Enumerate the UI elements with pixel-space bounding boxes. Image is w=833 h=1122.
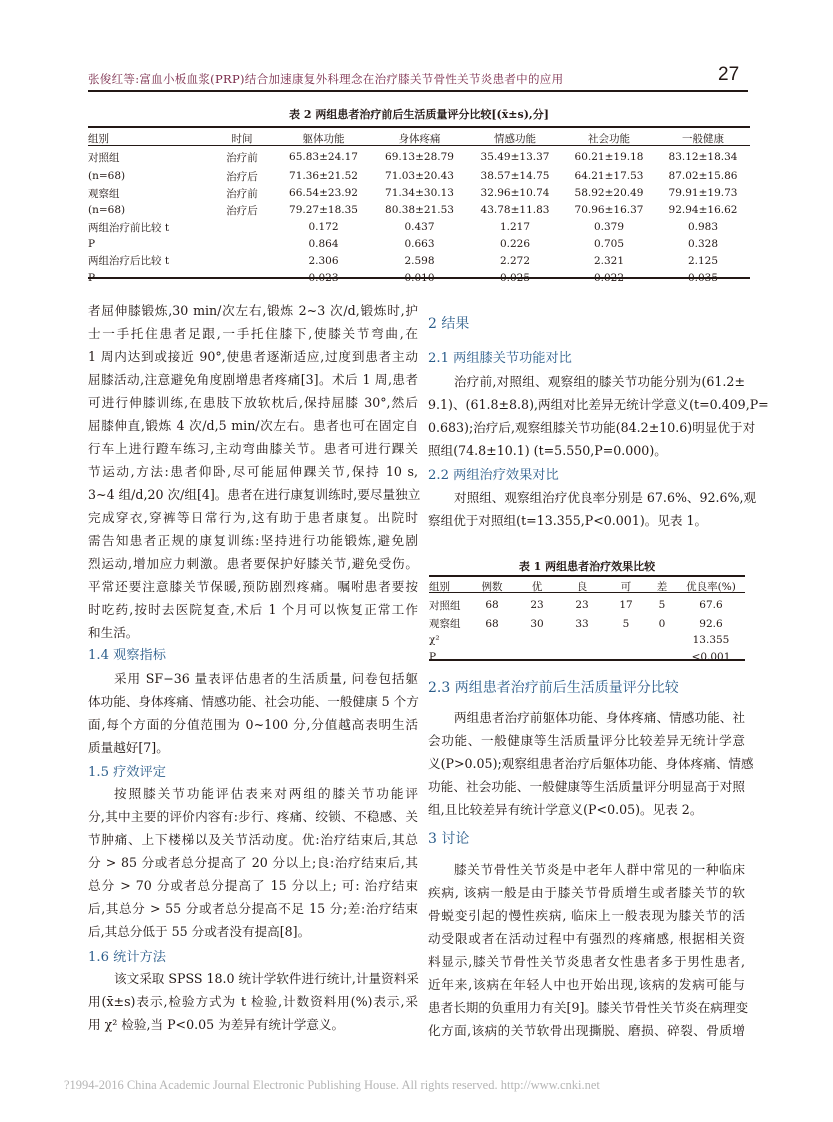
table-cell: 70.96±16.37: [574, 204, 644, 217]
text-line: 该文采取 SPSS 18.0 统计学软件进行统计,计量资料采: [114, 971, 419, 986]
column-header: 差: [656, 580, 668, 593]
text-line: 体功能、身体疼痛、情感功能、社会功能、一般健康 5 个方: [88, 694, 419, 709]
table-cell: 71.34±30.13: [385, 187, 454, 200]
text-line: 照组(74.8±10.1) (t=5.550,P=0.000)。: [428, 443, 667, 458]
table-cell: [208, 252, 276, 269]
table-row: [88, 219, 750, 236]
table-cell: 0.983: [687, 221, 719, 233]
text-line: 质量越好[7]。: [88, 740, 169, 755]
table-cell: 0.226: [499, 237, 531, 250]
column-header: 可: [620, 580, 632, 593]
table-cell: 38.57±14.75: [480, 170, 550, 183]
table-cell: P: [88, 237, 96, 250]
text-line: 察组优于对照组(t=13.355,P<0.001)。见表 1。: [428, 513, 708, 528]
text-line: 化方面,该病的关节软骨出现撕脱、磨损、碎裂、骨质增: [428, 1023, 745, 1038]
text-line: 料显示,膝关节骨性关节炎患者女性患者多于男性患者,: [428, 954, 745, 969]
text-line: 患者长期的负重用力有关[9]。膝关节骨性关节炎在病理变: [428, 1000, 749, 1015]
table-row: [88, 147, 750, 168]
table-cell: 0.328: [687, 237, 719, 250]
column-header: 组别: [88, 132, 109, 145]
text-line: 对照组、观察组治疗优良率分别是 67.6%、92.6%,观: [454, 490, 757, 505]
paragraph-2-1: [428, 370, 769, 462]
table-cell: 5: [658, 599, 666, 611]
table-cell: 观察组: [88, 187, 120, 200]
table-row: [429, 649, 745, 666]
table-cell: 0.023: [308, 271, 339, 284]
table-cell: 13.355: [692, 634, 730, 647]
table-cell: 64.21±17.53: [574, 170, 644, 183]
table-row: [88, 235, 750, 252]
table-cell: 69.13±28.79: [385, 151, 454, 164]
text-line: 按照膝关节功能评估表来对两组的膝关节功能评: [114, 786, 418, 801]
table-cell: 观察组: [429, 618, 461, 631]
table-cell: 68: [485, 599, 499, 611]
paragraph-3: [428, 858, 749, 1042]
text-line: 士一手托住患者足跟,一手托住膝下,使膝关节弯曲,在: [88, 326, 418, 341]
text-line: 膝关节骨性关节炎是中老年人群中常见的一种临床: [454, 862, 745, 877]
table-cell: 对照组: [88, 151, 120, 164]
table-cell: 0.010: [404, 271, 435, 284]
table-row: [88, 202, 750, 219]
text-line: 动受限或者在活动过程中有强烈的疼痛感, 根据相关资: [428, 931, 745, 946]
table-cell: [208, 235, 276, 252]
table-cell: 79.91±19.73: [668, 187, 738, 200]
text-line: 0.683);治疗后,观察组膝关节功能(84.2±10.6)明显优于对: [428, 420, 756, 435]
table-cell: 60.21±19.18: [574, 151, 644, 164]
column-header: 优良率(%): [686, 580, 736, 593]
table-cell: 0.437: [404, 221, 435, 233]
table-cell: 0: [658, 617, 666, 630]
table-cell: 43.78±11.83: [480, 204, 550, 217]
table-cell: 0.864: [308, 237, 339, 250]
table1: [429, 578, 745, 665]
table-cell: 5: [622, 617, 630, 630]
table-cell: [208, 269, 276, 286]
paragraph-2-2: [428, 486, 757, 532]
table-cell: 治疗后: [226, 204, 258, 217]
text-line: 总分 > 70 分或者总分提高了 15 分以上; 可: 治疗结束: [88, 878, 418, 893]
paragraph-rehab: [88, 299, 421, 644]
table-cell: [605, 632, 647, 649]
table-cell: <0.001: [691, 650, 731, 663]
table-header-row: [88, 130, 750, 147]
column-header: 时间: [231, 132, 253, 145]
table-cell: 治疗后: [226, 170, 258, 183]
paragraph-1-5: [88, 782, 418, 943]
table-cell: 对照组: [429, 599, 461, 612]
table-cell: [647, 649, 677, 666]
table-cell: 0.022: [593, 271, 625, 284]
copyright-footer: ?1994-2016 China Academic Journal Electronic Publishing House. All rights reserved. http://www.cnki.net: [64, 1078, 600, 1092]
table-row: [429, 632, 745, 649]
heading-1-4: 1.4 观察指标: [88, 648, 166, 663]
heading-3: 3 讨论: [428, 831, 470, 847]
text-line: 3~4 组/d,20 次/组[4]。患者在进行康复训练时,要尽量独立: [88, 487, 421, 502]
text-line: 两组患者治疗前躯体功能、身体疼痛、情感功能、社: [454, 710, 745, 725]
table-cell: χ²: [429, 634, 440, 647]
table-cell: 33: [575, 617, 589, 630]
table-cell: 66.54±23.92: [289, 187, 358, 200]
table-cell: 87.02±15.86: [668, 170, 738, 183]
text-line: 节运动,方法:患者仰卧,尽可能屈伸踝关节,保持 10 s,: [88, 464, 418, 479]
header-rule: [88, 90, 748, 92]
column-header: 身体疼痛: [398, 132, 441, 145]
table-cell: 23: [575, 599, 589, 611]
table-row: [88, 185, 750, 202]
table-cell: 0.663: [404, 237, 435, 250]
column-header: 良: [576, 580, 588, 593]
table-cell: P: [429, 650, 437, 663]
table-cell: [208, 219, 276, 236]
table-cell: [469, 649, 515, 666]
table-cell: 0.035: [687, 271, 719, 284]
paragraph-2-3: [428, 706, 754, 821]
text-line: 组,且比较差异有统计学意义(P<0.05)。见表 2。: [428, 802, 703, 817]
table-cell: 80.38±21.53: [385, 204, 454, 217]
text-line: 治疗前,对照组、观察组的膝关节功能分别为(61.2±: [454, 374, 745, 389]
table-cell: P: [88, 271, 96, 284]
table2-top-rule: [88, 126, 750, 128]
table-row: [88, 269, 750, 286]
table-cell: (n=68): [88, 204, 126, 217]
column-header: 组别: [429, 580, 450, 593]
table-cell: 2.272: [499, 254, 531, 267]
table-cell: 0.172: [308, 221, 339, 233]
text-line: 完成穿衣,穿裤等日常行为,这有助于患者康复。出院时: [88, 510, 418, 525]
table-cell: 71.36±21.52: [289, 170, 358, 183]
text-line: 义(P>0.05);观察组患者治疗后躯体功能、身体疼痛、情感: [428, 756, 754, 771]
text-line: 骨蜕变引起的慢性疾病, 临床上一般表现为膝关节的活: [428, 908, 745, 923]
table-cell: 0.379: [593, 221, 625, 233]
text-line: 平常还要注意膝关节保暖,预防剧烈疼痛。嘱咐患者要按: [88, 579, 418, 594]
table-cell: (n=68): [88, 170, 126, 183]
table-cell: 2.321: [593, 254, 625, 267]
table-cell: 68: [485, 617, 499, 630]
text-line: 1 周内达到或接近 90°,使患者逐渐适应,过度到患者主动: [88, 349, 418, 364]
table-header-row: [429, 578, 745, 595]
text-line: 和生活。: [88, 625, 139, 640]
table-cell: 35.49±13.37: [480, 151, 550, 164]
column-header: 社会功能: [588, 132, 630, 145]
text-line: 需告知患者正规的康复训练:坚持进行功能锻炼,避免剧: [88, 533, 418, 548]
table-row: [88, 168, 750, 185]
page-number: 27: [718, 64, 740, 85]
text-line: 近年来,该病在年轻人中也开始出现,该病的发病可能与: [428, 977, 745, 992]
text-line: 可进行伸膝训练,在患肢下放软枕后,保持屈膝 30°,然后: [88, 395, 418, 410]
table-row: [429, 616, 745, 633]
table2: [88, 130, 750, 286]
table-row: [88, 252, 750, 269]
table-cell: 两组治疗前比较 t: [88, 221, 170, 234]
text-line: 会功能、一般健康等生活质量评分比较差异无统计学意: [428, 733, 745, 748]
text-line: 分,其中主要的评价内容有:步行、疼痛、绞锁、不稳感、关: [88, 809, 418, 824]
table-cell: 2.598: [404, 254, 435, 267]
table-cell: 65.83±24.17: [289, 151, 358, 164]
paragraph-1-6: [88, 967, 418, 1036]
paragraph-1-4: [88, 667, 418, 759]
text-line: 9.1)、(61.8±8.8),两组对比差异无统计学意义(t=0.409,P=: [428, 397, 769, 412]
heading-1-6: 1.6 统计方法: [88, 950, 166, 965]
column-header: 躯体功能: [302, 132, 345, 145]
table-cell: 58.92±20.49: [574, 187, 644, 200]
text-line: 后,其总分 > 55 分或者总分提高不足 15 分;差:治疗结束: [88, 901, 418, 916]
text-line: 烈运动,增加应力刺激。患者要保护好膝关节,避免受伤。: [88, 556, 418, 571]
heading-2: 2 结果: [428, 316, 470, 332]
table-cell: 17: [619, 599, 633, 611]
text-line: 行车上进行蹬车练习,主动弯曲膝关节。患者可进行踝关: [88, 441, 418, 456]
table-cell: 92.94±16.62: [668, 204, 738, 217]
text-line: 采用 SF−36 量表评估患者的生活质量, 问卷包括躯: [114, 671, 418, 686]
table1-top-rule: [429, 575, 745, 577]
table-cell: 30: [530, 617, 544, 630]
table-cell: [605, 649, 647, 666]
heading-2-2: 2.2 两组治疗效果对比: [428, 468, 559, 483]
text-line: 时吃药,按时去医院复查,术后 1 个月可以恢复正常工作: [88, 602, 418, 617]
table-cell: 1.217: [499, 221, 531, 233]
table-cell: 2.306: [308, 254, 339, 267]
text-line: 节肿痛、上下楼梯以及关节活动度。优:治疗结束后,其总: [88, 832, 418, 847]
table-cell: [515, 632, 559, 649]
table-cell: 2.125: [687, 254, 719, 267]
column-header: 优: [531, 580, 543, 593]
table2-caption: 表 2 两组患者治疗前后生活质量评分比较[(x̄±s),分]: [289, 108, 549, 121]
table-cell: 治疗前: [226, 151, 258, 164]
text-line: 用(x̄±s)表示,检验方式为 t 检验,计数资料用(%)表示,采: [88, 994, 418, 1009]
table-cell: [559, 649, 605, 666]
text-line: 者屈伸膝锻炼,30 min/次左右,锻炼 2~3 次/d,锻炼时,护: [88, 303, 418, 318]
text-line: 用 χ² 检验,当 P<0.05 为差异有统计学意义。: [88, 1017, 345, 1032]
table-cell: 71.03±20.43: [385, 170, 454, 183]
table-cell: 治疗前: [226, 187, 258, 200]
heading-1-5: 1.5 疗效评定: [88, 765, 166, 780]
table-cell: 83.12±18.34: [668, 151, 738, 164]
heading-2-3: 2.3 两组患者治疗前后生活质量评分比较: [428, 680, 679, 696]
column-header: 例数: [481, 580, 503, 593]
text-line: 分 > 85 分或者总分提高了 20 分以上;良:治疗结束后,其: [88, 855, 418, 870]
table-cell: 67.6: [699, 599, 723, 611]
table-cell: 79.27±18.35: [289, 204, 358, 217]
table-cell: 92.6: [699, 617, 723, 630]
table-row: [429, 595, 745, 616]
table-cell: [559, 632, 605, 649]
table-cell: 0.025: [499, 271, 531, 284]
column-header: 情感功能: [494, 132, 536, 145]
text-line: 功能、社会功能、一般健康等生活质量评分明显高于对照: [428, 779, 745, 794]
table-cell: 两组治疗后比较 t: [88, 255, 170, 268]
text-line: 面,每个方面的分值范围为 0~100 分,分值越高表明生活: [88, 717, 418, 732]
column-header: 一般健康: [682, 132, 724, 145]
table-cell: 32.96±10.74: [480, 187, 550, 200]
table1-caption: 表 1 两组患者治疗效果比较: [518, 560, 656, 573]
text-line: 屈膝伸直,锻炼 4 次/d,5 min/次左右。患者也可在固定自: [88, 418, 418, 433]
table-cell: [647, 632, 677, 649]
text-line: 屈膝活动,注意避免角度剧增患者疼痛[3]。术后 1 周,患者: [88, 372, 418, 387]
text-line: 后,其总分低于 55 分或者没有提高[8]。: [88, 924, 311, 939]
table-cell: 0.705: [593, 237, 625, 250]
table-cell: [469, 632, 515, 649]
table-cell: 23: [530, 599, 544, 611]
text-line: 疾病, 该病一般是由于膝关节骨质增生或者膝关节的软: [428, 885, 745, 900]
heading-2-1: 2.1 两组膝关节功能对比: [428, 351, 572, 366]
table-cell: [515, 649, 559, 666]
running-title: 张俊红等:富血小板血浆(PRP)结合加速康复外科理念在治疗膝关节骨性关节炎患者中的应用: [88, 72, 564, 86]
